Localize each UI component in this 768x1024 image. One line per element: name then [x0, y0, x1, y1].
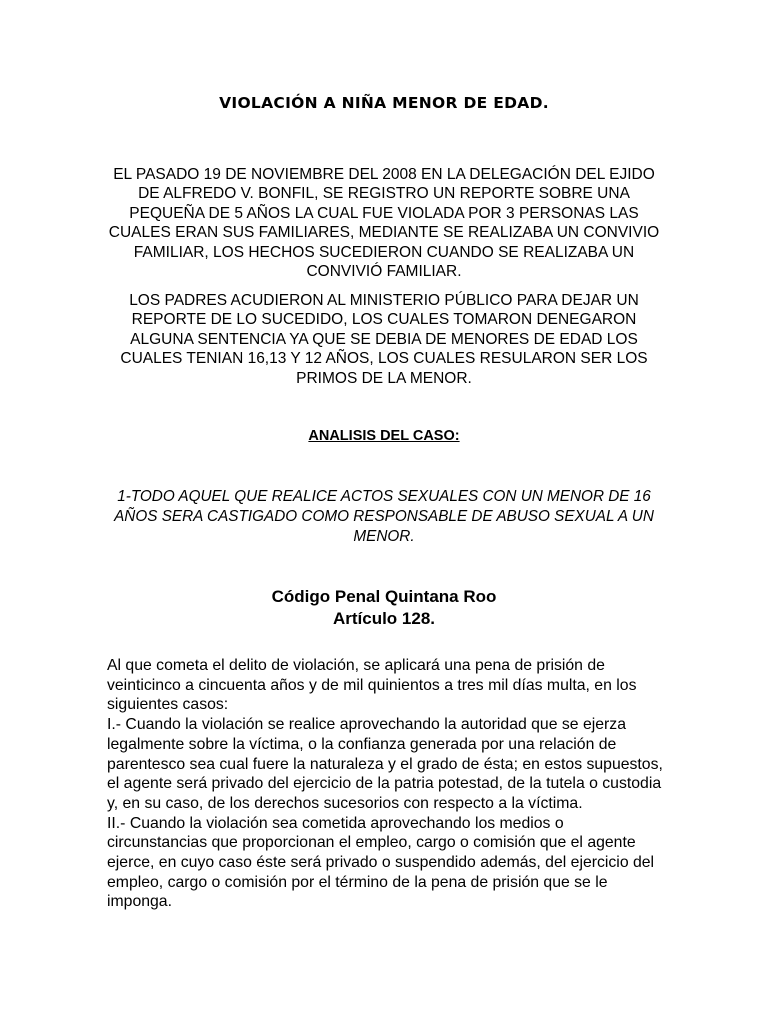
article-number: Artículo 128.: [332, 608, 436, 628]
article-item-2: II.- Cuando la violación sea cometida aprovechando los medios o circunstancias que proporcionan el empleo, cargo o comisión que el agente ejerce, en cuyo caso éste será privado o suspendido además, del ejercicio del empleo, cargo o comisión por el término de la pena de prisión que se le imponga.: [107, 814, 655, 911]
code-title: Código Penal Quintana Roo: [271, 587, 497, 606]
article-body: [107, 656, 663, 912]
parents-paragraph: LOS PADRES ACUDIERON AL MINISTERIO PÚBLICO PARA DEJAR UN REPORTE DE LO SUCEDIDO, LOS CUALES TOMARON DENEGARON ALGUNA SENTENCIA YA QUE SE DEBIA DE MENORES DE EDAD LOS CUALES TENIAN 16,13 Y 12 AÑOS, LOS CUALES RESULARON SER LOS PRIMOS DE LA MENOR.: [120, 292, 648, 387]
document-title: VIOLACIÓN A NIÑA MENOR DE EDAD.: [219, 94, 549, 112]
article-item-1: I.- Cuando la violación se realice aprovechando la autoridad que se ejerza legalmente sobre la víctima, o la confianza generada por una relación de parentesco sea cual fuere la naturaleza y el grado de ésta; en estos supuestos, el agente será privado del ejercicio de la patria potestad, de la tutela o custodia y, en su caso, de los derechos sucesorios con respecto a la víctima.: [107, 716, 663, 812]
analysis-point: 1-TODO AQUEL QUE REALICE ACTOS SEXUALES CON UN MENOR DE 16 AÑOS SERA CASTIGADO COMO RESPONSABLE DE ABUSO SEXUAL A UN MENOR.: [114, 488, 654, 545]
code-heading: [0, 586, 768, 629]
report-paragraph: EL PASADO 19 DE NOVIEMBRE DEL 2008 EN LA DELEGACIÓN DEL EJIDO DE ALFREDO V. BONFIL, SE REGISTRO UN REPORTE SOBRE UNA PEQUEÑA DE 5 AÑOS LA CUAL FUE VIOLADA POR 3 PERSONAS LAS CUALES ERAN SUS FAMILIARES, MEDIANTE SE REALIZABA UN CONVIVIO FAMILIAR, LOS HECHOS SUCEDIERON CUANDO SE REALIZABA UN CONVIVIÓ FAMILIAR.: [108, 166, 660, 281]
article-intro: Al que cometa el delito de violación, se aplicará una pena de prisión de veinticinco a cincuenta años y de mil quinientos a tres mil días multa, en los siguientes casos:: [107, 657, 637, 714]
analysis-heading: ANALISIS DEL CASO:: [308, 428, 460, 444]
